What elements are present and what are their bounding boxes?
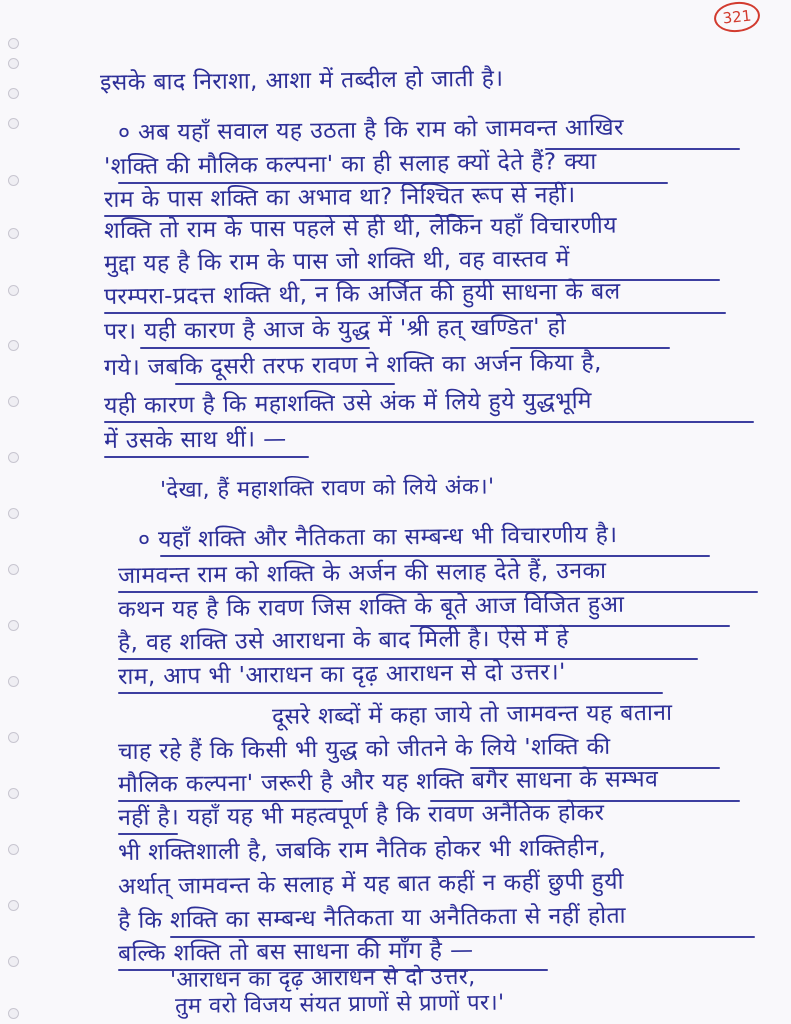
binder-hole: [8, 844, 19, 855]
text-line: है, वह शक्ति उसे आराधना के बाद मिली है। ऐसे में हे: [117, 625, 569, 656]
binder-hole: [8, 58, 19, 69]
binder-hole: [8, 285, 19, 296]
text-line: कथन यह है कि रावण जिस शक्ति के बूते आज विजित हुआ: [117, 591, 625, 623]
binder-hole: [8, 732, 19, 743]
quote-line: 'आराधन का दृढ़ आराधन से दो उत्तर,: [169, 964, 476, 993]
underline: [175, 383, 395, 385]
text-line: अर्थात् जामवन्त के सलाह में यह बात कहीं न कहीं छुपी हुयी: [117, 868, 624, 900]
binder-hole: [8, 676, 19, 687]
quote-line: 'देखा, हैं महाशक्ति रावण को लिये अंक।': [159, 474, 495, 503]
text-line: ० यहाँ शक्ति और नैतिकता का सम्बन्ध भी विचारणीय है।: [137, 521, 618, 553]
binder-hole: [8, 564, 19, 575]
text-line: राम, आप भी 'आराधन का दृढ़ आराधन से दो उत्तर।': [117, 659, 566, 690]
binder-hole: [8, 1008, 19, 1019]
text-line: राम के पास शक्ति का अभाव था? निश्चित रूप से नहीं।: [103, 182, 576, 213]
underline: [104, 456, 309, 458]
text-line: पर। यही कारण है आज के युद्ध में 'श्री हत् खण्डित' हो: [103, 314, 567, 345]
text-line: दूसरे शब्दों में कहा जाये तो जामवन्त यह बताना: [271, 699, 673, 730]
binder-hole: [8, 508, 19, 519]
binder-hole: [8, 788, 19, 799]
text-line: मौलिक कल्पना' जरूरी है और यह शक्ति बगैर साधना के सम्भव: [117, 766, 659, 798]
binder-hole: [8, 620, 19, 631]
text-line: गये। जबकि दूसरी तरफ रावण ने शक्ति का अर्जन किया है,: [103, 349, 602, 381]
text-line: भी शक्तिशाली है, जबकि राम नैतिक होकर भी शक्तिहीन,: [117, 834, 607, 866]
binder-hole: [8, 900, 19, 911]
binder-hole: [8, 118, 19, 129]
text-line: शक्ति तो राम के पास पहले से ही थी, लेकिन यहाँ विचारणीय: [103, 212, 618, 244]
text-line: बल्कि शक्ति तो बस साधना की माँग है —: [117, 937, 474, 967]
binder-hole: [8, 340, 19, 351]
underline: [140, 347, 370, 349]
binder-hole: [8, 88, 19, 99]
binder-hole: [8, 452, 19, 463]
quote-line: तुम वरो विजय संयत प्राणों से प्राणों पर।': [174, 990, 505, 1019]
text-line: परम्परा-प्रदत्त शक्ति थी, न कि अर्जित की हुयी साधना के बल: [103, 278, 621, 310]
binder-hole: [8, 396, 19, 407]
text-line: में उसके साथ थीं। —: [103, 426, 287, 454]
binder-hole: [8, 38, 19, 49]
underline: [118, 692, 663, 694]
text-line: इसके बाद निराशा, आशा में तब्दील हो जाती है।: [99, 65, 504, 96]
text-line: जामवन्त राम को शक्ति के अर्जन की सलाह देते हैं, उनका: [117, 557, 607, 589]
underline: [118, 833, 178, 835]
text-line: ० अब यहाँ सवाल यह उठता है कि राम को जामवन्त आखिर: [117, 114, 624, 146]
text-line: है कि शक्ति का सम्बन्ध नैतिकता या अनैतिकता से नहीं होता: [117, 902, 627, 934]
text-line: यही कारण है कि महाशक्ति उसे अंक में लिये हुये युद्धभूमि: [103, 387, 592, 419]
text-line: 'शक्ति की मौलिक कल्पना' का ही सलाह क्यों देते हैं? क्या: [103, 148, 597, 180]
page-number: 321: [713, 0, 762, 34]
text-line: मुद्दा यह है कि राम के पास जो शक्ति थी, वह वास्तव में: [103, 246, 570, 277]
text-line: चाह रहे हैं कि किसी भी युद्ध को जीतने के लिये 'शक्ति की: [117, 733, 611, 765]
binder-hole: [8, 956, 19, 967]
underline: [104, 421, 754, 423]
binder-hole: [8, 228, 19, 239]
binder-hole: [8, 175, 19, 186]
text-line: नहीं है। यहाँ यह भी महत्वपूर्ण है कि रावण अनैतिक होकर: [117, 799, 605, 831]
